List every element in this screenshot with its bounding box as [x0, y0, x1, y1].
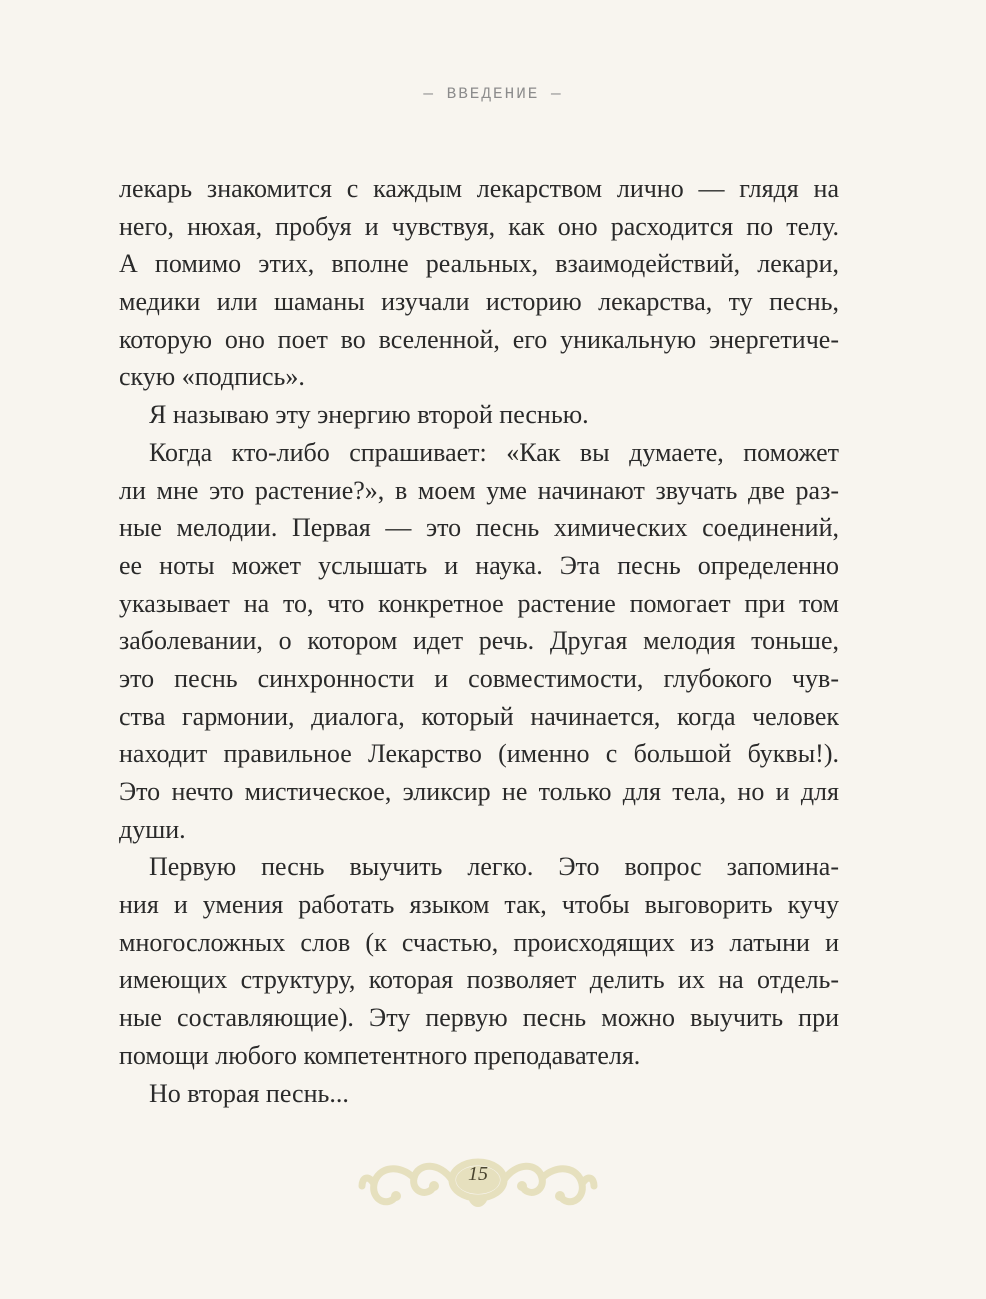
paragraph	[119, 1075, 839, 1113]
text-line: помощи любого компетентного преподавателя.	[119, 1040, 641, 1070]
text-line: многосложных слов (к счастью, происходящих из латыни и	[119, 927, 839, 957]
text-line: это песнь синхронности и совместимости, глубокого чув-	[119, 663, 839, 693]
text-line: него, нюхая, пробуя и чувствуя, как оно расходится по телу.	[119, 211, 839, 241]
paragraph	[119, 434, 839, 849]
text-line: Это нечто мистическое, эликсир не только для тела, но и для	[119, 777, 839, 806]
text-line: Первую песнь выучить легко. Это вопрос запомина-	[149, 852, 839, 882]
text-line: ства гармонии, диалога, который начинается, когда человек	[119, 701, 839, 731]
paragraph	[119, 396, 839, 434]
body-text	[119, 170, 839, 1112]
text-line: находит правильное Лекарство (именно с большой буквы!).	[119, 739, 839, 769]
text-line: указывает на то, что конкретное растение помогает при том	[119, 588, 839, 618]
running-header: — ВВЕДЕНИЕ —	[423, 85, 563, 103]
text-line: заболевании, о котором идет речь. Другая мелодия тоньше,	[119, 626, 839, 656]
text-line: Но вторая песнь...	[149, 1078, 349, 1108]
text-line: души.	[119, 814, 186, 844]
text-line: ния и умения работать языком так, чтобы выговорить кучу	[119, 890, 839, 920]
text-line: ее ноты может услышать и наука. Эта песнь определенно	[119, 550, 839, 580]
text-line: имеющих структуру, которая позволяет делить их на отдель-	[119, 965, 839, 995]
text-line: ли мне это растение?», в моем уме начинают звучать две раз-	[119, 475, 839, 505]
text-line: ные составляющие). Эту первую песнь можно выучить при	[119, 1003, 839, 1033]
page-number: 15	[468, 1163, 488, 1185]
text-line: Я называю эту энергию второй песнью.	[149, 400, 589, 430]
text-line: Когда кто-либо спрашивает: «Как вы думаете, поможет	[149, 437, 839, 467]
text-line: лекарь знакомится с каждым лекарством лично — глядя на	[119, 174, 839, 203]
text-line: А помимо этих, вполне реальных, взаимодействий, лекари,	[119, 249, 839, 279]
paragraph	[119, 848, 839, 1074]
text-line: скую «подпись».	[119, 362, 305, 392]
text-line: ные мелодии. Первая — это песнь химических соединений,	[119, 513, 839, 543]
paragraph	[119, 170, 839, 396]
text-line: медики или шаманы изучали историю лекарства, ту песнь,	[119, 287, 839, 317]
text-line: которую оно поет во вселенной, его уникальную энергетиче-	[119, 324, 839, 354]
